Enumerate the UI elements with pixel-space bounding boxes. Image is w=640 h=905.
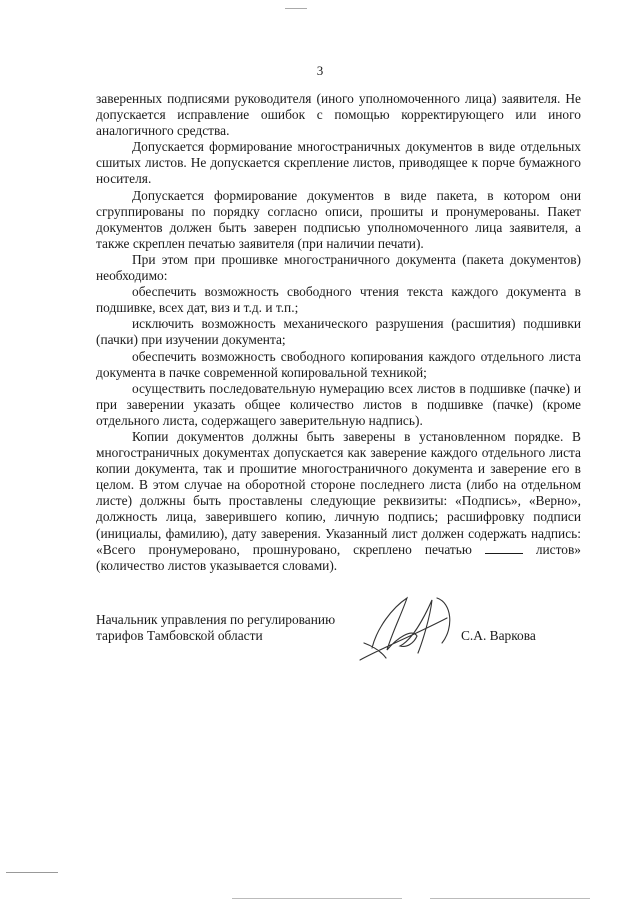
certification-text: Копии документов должны быть заверены в установленном порядке. В многостраничных документах допускается как заверение каждого отдельного листа копии документа, так и прошитие многостраничного документа и заверение его в целом. В этом случае на оборотной стороне последнего листа (либо на отдельном листе) должны быть проставлены следующие реквизиты: «Подпись», «Верно», должность лица, заверившего копию, личную подпись; расшифровку подписи (инициалы, фамилию), дату заверения. Указанный лист должен содержать надпись: «Всего пронумеровано, прошнуровано, скреплено печатью bbox=[96, 428, 581, 557]
signatory-name: С.А. Варкова bbox=[461, 628, 536, 643]
paragraph: Допускается формирование документов в виде пакета, в котором они сгруппированы по порядку согласно описи, прошиты и пронумерованы. Пакет документов должен быть заверен подписью уполномоченного лица заявителя, а также скреплен печатью заявителя (при наличии печати). bbox=[96, 187, 581, 251]
paragraph: Допускается формирование многостраничных документов в виде отдельных сшитых листов. Не допускается скрепление листов, приводящее к порче бумажного носителя. bbox=[96, 139, 581, 187]
list-item: обеспечить возможность свободного копирования каждого отдельного листа документа в пачке современной копировальной техникой; bbox=[96, 348, 581, 380]
certification-tail: листов» (количество листов указывается словами). bbox=[96, 541, 581, 573]
document-body bbox=[96, 91, 581, 574]
scan-artifact bbox=[6, 872, 58, 873]
list-item: осуществить последовательную нумерацию всех листов в подшивке (пачке) и при заверении указать общее количество листов в подшивке (пачке) (кроме отдельного листа, содержащего заверительную надпись). bbox=[96, 380, 581, 428]
paragraph: При этом при прошивке многостраничного документа (пакета документов) необходимо: bbox=[96, 251, 581, 284]
scan-artifact bbox=[430, 898, 590, 899]
signatory-position-line2: тарифов Тамбовской области bbox=[96, 628, 263, 643]
list-item: обеспечить возможность свободного чтения текста каждого документа в подшивке, всех дат, виз и т.д. и т.п.; bbox=[96, 284, 581, 316]
signatory-position-line1: Начальник управления по регулированию bbox=[96, 612, 336, 627]
blank-field bbox=[485, 543, 523, 554]
handwritten-signature bbox=[352, 588, 472, 668]
page-number: 3 bbox=[316, 63, 324, 78]
scan-artifact bbox=[232, 898, 402, 899]
paragraph-continuation: заверенных подписями руководителя (иного уполномоченного лица) заявителя. Не допускается исправление ошибок с помощью корректирующего или иного аналогичного средства. bbox=[96, 91, 581, 139]
list-item: исключить возможность механического разрушения (расшития) подшивки (пачки) при изучении документа; bbox=[96, 316, 581, 348]
paragraph-certification bbox=[96, 429, 581, 574]
signatory-position bbox=[96, 612, 335, 644]
scan-artifact bbox=[285, 8, 307, 9]
